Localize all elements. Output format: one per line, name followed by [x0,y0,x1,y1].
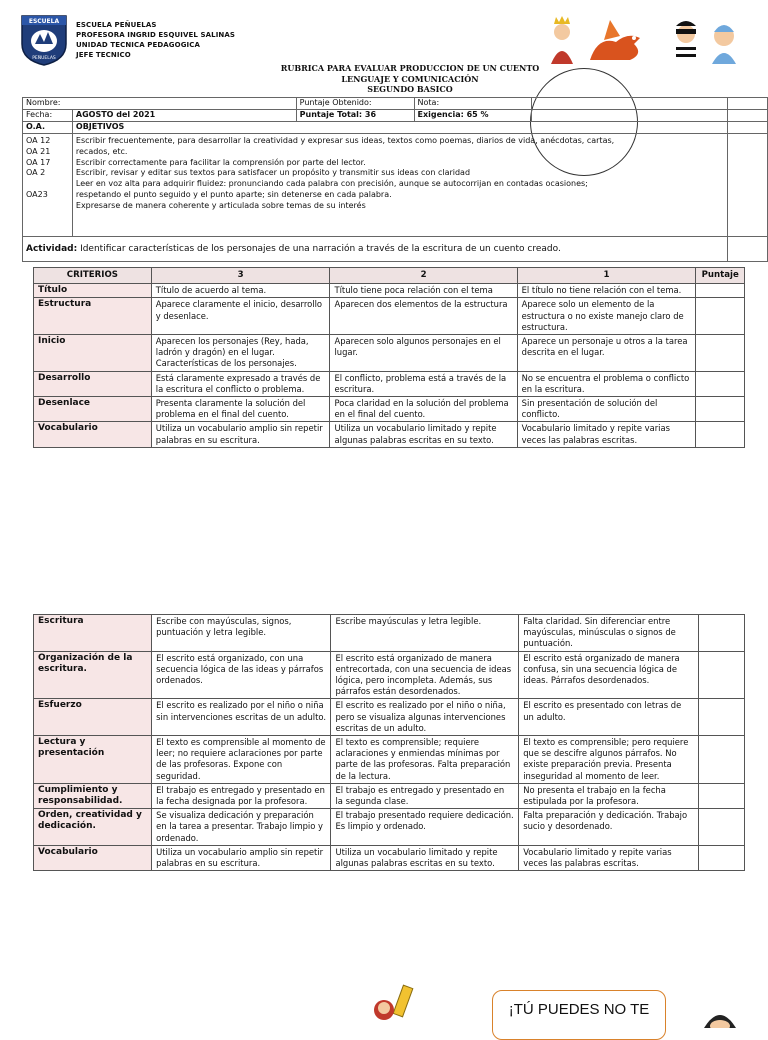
puntaje-cell[interactable] [696,298,745,335]
header-criterios: CRITERIOS [34,268,152,284]
oa-code: OA23 [26,189,48,199]
criterion-cell: Inicio [34,335,152,372]
criterion-cell: Orden, creatividad y dedicación. [34,809,152,846]
blank-cell [728,110,768,122]
oa-line: Escribir correctamente para facilitar la comprensión por parte del lector. [75,157,366,167]
level-3-cell: Utiliza un vocabulario amplio sin repetir palabras en su escritura. [151,422,330,447]
level-1-cell: Aparece un personaje u otros a la tarea descrita en el lugar. [517,335,696,372]
level-1-cell: El escrito es presentado con letras de un adulto. [519,699,698,736]
blank-cell [532,98,728,110]
puntaje-cell[interactable] [698,845,744,870]
rubric-row [34,615,745,652]
title-line: RUBRICA PARA EVALUAR PRODUCCION DE UN CUENTO [280,63,540,73]
rubric-row [34,651,745,699]
logo-text: ESCUELA [28,18,60,25]
criterion-cell: Escritura [34,615,152,652]
title-line: SEGUNDO BASICO [367,84,453,94]
nombre-label: Nombre: [26,98,61,107]
blank-cell [728,98,768,110]
level-2-cell: El escrito está organizado de manera entrecortada, con una secuencia de ideas lógica, pero incompleta. Además, sus párrafos están desordenados. [331,651,519,699]
king-icon [551,16,573,64]
level-3-cell: Presenta claramente la solución del problema en el final del cuento. [151,397,330,422]
level-2-cell: Poca claridad en la solución del problema en el final del cuento. [330,397,517,422]
actividad [23,237,728,262]
rubric-row [34,783,745,808]
actividad-label: Actividad: [26,244,78,254]
speech-text: ¡TÚ PUEDES NO TE [508,1001,650,1018]
level-2-cell: El trabajo presentado requiere dedicación. Es limpio y ordenado. [331,809,519,846]
level-2-cell: Utiliza un vocabulario limitado y repite algunas palabras escritas en su texto. [330,422,517,447]
puntaje-cell[interactable] [696,335,745,372]
puntaje-obtenido-label: Puntaje Obtenido: [296,98,414,110]
level-3-cell: El trabajo es entregado y presentado en la fecha designada por la profesora. [152,783,331,808]
level-1-cell: Falta claridad. Sin diferenciar entre mayúsculas, minúsculas o signos de puntuación. [519,615,698,652]
oa-line: recados, etc. [75,146,128,156]
objetivos-header: OBJETIVOS [72,122,727,134]
rubric-row [34,809,745,846]
puntaje-cell[interactable] [696,284,745,298]
story-characters-illustration [548,14,744,66]
puntaje-cell[interactable] [698,651,744,699]
rubric-row [34,422,745,447]
puntaje-cell[interactable] [698,783,744,808]
level-3-cell: Aparecen los personajes (Rey, hada, ladrón y dragón) en el lugar. Características de los personajes. [151,335,330,372]
nombre-field[interactable] [23,98,297,110]
criterion-cell: Organización de la escritura. [34,651,152,699]
rubric-row [34,298,745,335]
puntaje-cell[interactable] [696,422,745,447]
criterion-cell: Vocabulario [34,422,152,447]
puntaje-cell[interactable] [698,736,744,784]
level-2-cell: El trabajo es entregado y presentado en la segunda clase. [331,783,519,808]
student-info-table [22,97,768,262]
oa-line: Escribir, revisar y editar sus textos para satisfacer un propósito y transmitir sus ideas con claridad [75,168,471,178]
rubric-row [34,371,745,396]
document-title [250,63,570,95]
oa-code: OA 21 [26,146,51,156]
puntaje-cell[interactable] [698,699,744,736]
rubric-row [34,845,745,870]
nota-label: Nota: [414,98,532,110]
oa-line: Expresarse de manera coherente y articulada sobre temas de su interés [75,200,366,210]
criterion-cell: Lectura y presentación [34,736,152,784]
level-2-cell: Aparecen dos elementos de la estructura [330,298,517,335]
level-3-cell: Se visualiza dedicación y preparación en la tarea a presentar. Trabajo limpio y ordenado. [152,809,331,846]
criterion-cell: Esfuerzo [34,699,152,736]
puntaje-cell[interactable] [696,397,745,422]
criterion-cell: Cumplimiento y responsabilidad. [34,783,152,808]
level-1-cell: No se encuentra el problema o conflicto en la escritura. [517,371,696,396]
criterion-cell: Vocabulario [34,845,152,870]
level-2-cell: Escribe mayúsculas y letra legible. [331,615,519,652]
level-2-cell: Aparecen solo algunos personajes en el lugar. [330,335,517,372]
school-line: PROFESORA INGRID ESQUIVEL SALINAS [76,31,236,39]
level-1-cell: El escrito está organizado de manera confusa, sin una secuencia lógica de ideas. Párrafos desordenados. [519,651,698,699]
oa-codes [23,134,73,237]
rubric-row [34,699,745,736]
level-1-cell: El texto es comprensible; pero requiere que se descifre algunos párrafos. No existe preparación previa. Presenta inseguridad al momento de leer. [519,736,698,784]
level-3-cell: Título de acuerdo al tema. [151,284,330,298]
header-puntaje: Puntaje [696,268,745,284]
blank-cell [728,122,768,134]
exigencia: Exigencia: 65 % [414,110,532,122]
fairy-icon [712,25,736,64]
oa-code: OA 12 [26,136,51,145]
pencil-character-icon [370,984,426,1024]
level-2-cell: Título tiene poca relación con el tema [330,284,517,298]
level-3-cell: Utiliza un vocabulario amplio sin repetir palabras en su escritura. [152,845,331,870]
criterion-cell: Desarrollo [34,371,152,396]
school-info [76,20,235,60]
puntaje-total: Puntaje Total: 36 [296,110,414,122]
level-1-cell: Aparece solo un elemento de la estructura o no existe manejo claro de estructura. [517,298,696,335]
level-3-cell: Aparece claramente el inicio, desarrollo y desenlace. [151,298,330,335]
level-2-cell: El escrito es realizado por el niño o niña, pero se visualiza algunas intervenciones escritas de un adulto. [331,699,519,736]
oa-code [26,179,69,190]
header-3: 3 [151,268,330,284]
school-logo [20,14,68,66]
school-line: ESCUELA PEÑUELAS [76,21,157,29]
rubric-row [34,284,745,298]
oa-line: Escribir frecuentemente, para desarrollar la creatividad y expresar sus ideas, textos como poemas, diarios de vida, anécdotas, cartas, [75,136,615,145]
level-1-cell: Falta preparación y dedicación. Trabajo sucio y desordenado. [519,809,698,846]
speech-bubble [492,990,666,1040]
school-line: JEFE TECNICO [76,51,131,59]
level-2-cell: Utiliza un vocabulario limitado y repite algunas palabras escritas en su texto. [331,845,519,870]
oa-code: OA 17 [26,157,51,167]
oa-objectives [72,134,727,237]
level-2-cell: El texto es comprensible; requiere aclaraciones y enmiendas mínimas por parte de las profesoras. Falta preparación de la lectura. [331,736,519,784]
level-3-cell: Está claramente expresado a través de la escritura el conflicto o problema. [151,371,330,396]
criterion-cell: Título [34,284,152,298]
header-1: 1 [517,268,696,284]
oa-header: O.A. [23,122,73,134]
school-line: UNIDAD TECNICA PEDAGOGICA [76,41,201,49]
fecha-label: Fecha: [23,110,73,122]
character-face-icon [700,1008,740,1028]
blank-cell [532,110,728,122]
blank-cell [728,134,768,237]
actividad-text: Identificar características de los personajes de una narración a través de la escritura de un cuento creado. [77,244,561,254]
dragon-icon [590,20,640,60]
level-1-cell: Vocabulario limitado y repite varias veces las palabras escritas. [517,422,696,447]
blank-cell [728,237,768,262]
header-2: 2 [330,268,517,284]
oa-line: Leer en voz alta para adquirir fluidez: pronunciando cada palabra con precisión, aunque se autocorrijan en contadas ocasiones; [75,179,588,189]
title-line: LENGUAJE Y COMUNICACIÓN [341,73,479,84]
logo-subtext: PEÑUELAS [32,56,56,61]
level-1-cell: Sin presentación de solución del conflicto. [517,397,696,422]
rubric-table-2 [33,614,745,871]
level-3-cell: El texto es comprensible al momento de leer; no requiere aclaraciones por parte de las profesoras. Expone con seguridad. [152,736,331,784]
thief-icon [676,21,696,64]
level-1-cell: Vocabulario limitado y repite varias veces las palabras escritas. [519,845,698,870]
oa-line: respetando el punto seguido y el punto aparte; sin detenerse en cada palabra. [75,189,392,199]
criterion-cell: Desenlace [34,397,152,422]
oa-code: OA 2 [26,168,46,178]
level-3-cell: El escrito está organizado, con una secuencia lógica de las ideas y párrafos ordenados. [152,651,331,699]
level-2-cell: El conflicto, problema está a través de la escritura. [330,371,517,396]
rubric-row [34,397,745,422]
puntaje-cell[interactable] [698,809,744,846]
level-1-cell: El título no tiene relación con el tema. [517,284,696,298]
rubric-row [34,335,745,372]
puntaje-cell[interactable] [696,371,745,396]
rubric-table-1 [33,267,745,448]
level-1-cell: No presenta el trabajo en la fecha estipulada por la profesora. [519,783,698,808]
criterion-cell: Estructura [34,298,152,335]
fecha-value: AGOSTO del 2021 [72,110,296,122]
rubric-row [34,736,745,784]
level-3-cell: El escrito es realizado por el niño o niña sin intervenciones escritas de un adulto. [152,699,331,736]
puntaje-cell[interactable] [698,615,744,652]
level-3-cell: Escribe con mayúsculas, signos, puntuación y letra legible. [152,615,331,652]
